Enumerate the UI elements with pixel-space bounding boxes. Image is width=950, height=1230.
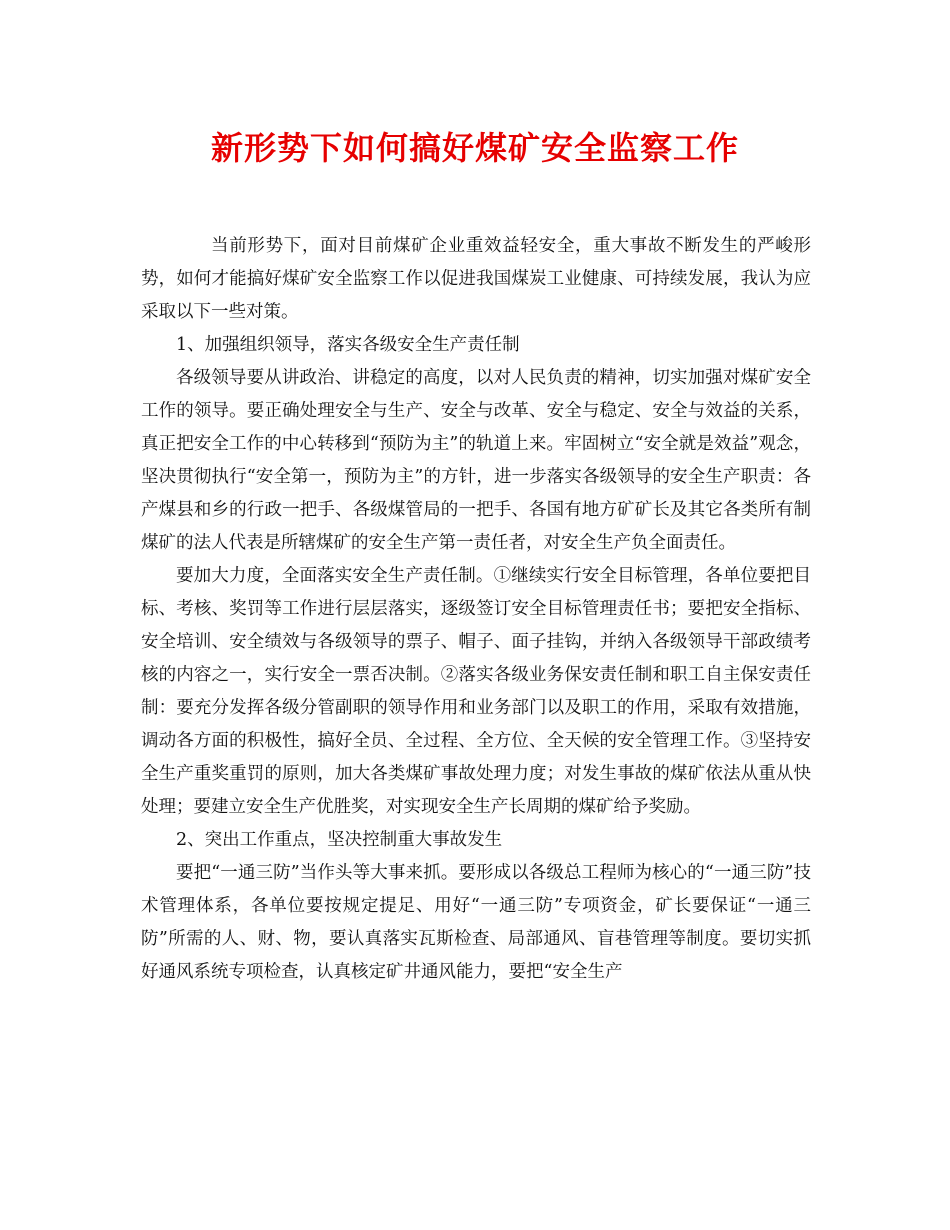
intro-paragraph: 当前形势下，面对目前煤矿企业重效益轻安全，重大事故不断发生的严峻形势，如何才能搞好煤矿安全监察工作以促进我国煤炭工业健康、可持续发展，我认为应采取以下一些对策。 [141,236,811,322]
body-paragraph: 各级领导要从讲政治、讲稳定的高度，以对人民负责的精神，切实加强对煤矿安全工作的领导。要正确处理安全与生产、安全与改革、安全与稳定、安全与效益的关系，真正把安全工作的中心转移到“预防为主”的轨道上来。牢固树立“安全就是效益”观念，坚决贯彻执行“安全第一，预防为主”的方针，进一步落实各级领导的安全生产职责：各产煤县和乡的行政一把手、各级煤管局的一把手、各国有地方矿矿长及其它各类所有制煤矿的法人代表是所辖煤矿的安全生产第一责任者，对安全生产负全面责任。 [141,368,811,553]
body-paragraph: 要把“一通三防”当作头等大事来抓。要形成以各级总工程师为核心的“一通三防”技术管理体系，各单位要按规定提足、用好“一通三防”专项资金，矿长要保证“一通三防”所需的人、财、物，要认真落实瓦斯检查、局部通风、盲巷管理等制度。要切实抓好通风系统专项检查，认真核定矿井通风能力，要把“安全生产 [141,863,811,982]
section-heading-2: 2、突出工作重点，坚决控制重大事故发生 [176,830,503,850]
document-body [141,200,811,989]
body-paragraph: 要加大力度，全面落实安全生产责任制。①继续实行安全目标管理，各单位要把目标、考核、奖罚等工作进行层层落实，逐级签订安全目标管理责任书；要把安全指标、安全培训、安全绩效与各级领导的票子、帽子、面子挂钩，并纳入各级领导干部政绩考核的内容之一，实行安全一票否决制。②落实各级业务保安责任制和职工自主保安责任制：要充分发挥各级分管副职的领导作用和业务部门以及职工的作用，采取有效措施，调动各方面的积极性，搞好全员、全过程、全方位、全天候的安全管理工作。③坚持安全生产重奖重罚的原则，加大各类煤矿事故处理力度；对发生事故的煤矿依法从重从快处理；要建立安全生产优胜奖，对实现安全生产长周期的煤矿给予奖励。 [141,566,811,817]
document-title: 新形势下如何搞好煤矿安全监察工作 [210,129,739,167]
section-heading-1: 1、加强组织领导，落实各级安全生产责任制 [176,335,520,355]
